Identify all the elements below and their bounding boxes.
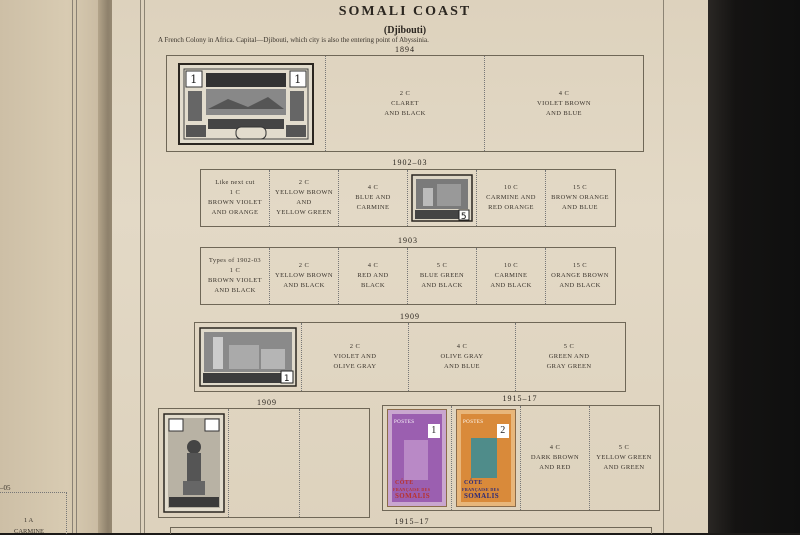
stamp-overprint: FRANÇAISE DES <box>393 487 431 492</box>
page-border-left <box>140 0 141 533</box>
stamp-image-1894 <box>178 63 314 145</box>
cell-color: GRAY GREEN <box>546 363 592 370</box>
cell-color: CLARET <box>391 99 419 107</box>
cell-color: OLIVE GRAY <box>440 353 484 360</box>
cell-color: AND BLACK <box>559 282 601 289</box>
stamp-cell-1903-10c <box>477 248 546 304</box>
cell-color: AND RED <box>539 464 571 471</box>
page-border-right <box>663 0 664 533</box>
cell-value: 4 C <box>456 343 468 350</box>
stamp-cell-1915-2 <box>452 406 521 510</box>
stamp-cell-1909a-image <box>195 323 302 391</box>
stamp-image-1915-2 <box>456 409 516 507</box>
cell-color: BROWN ORANGE <box>551 194 609 201</box>
page-subtitle: (Djibouti) <box>383 25 427 36</box>
cell-color: BLUE GREEN <box>419 272 465 279</box>
cell-color: AND BLUE <box>546 109 582 117</box>
cell-value: 1 C <box>229 267 241 274</box>
stamp-cell-1894-4c <box>485 56 643 151</box>
stamp-value: 1 <box>428 424 440 438</box>
cell-color: VIOLET BROWN <box>537 99 591 107</box>
svg-text:1: 1 <box>294 72 302 86</box>
stamp-row-1903 <box>200 247 616 305</box>
stamp-cell-1909b-image <box>159 409 229 517</box>
cell-color: VIOLET AND <box>333 353 377 360</box>
cell-value: 2 C <box>399 89 411 97</box>
svg-text:1: 1 <box>283 374 291 384</box>
stamp-cell-1902-4c <box>339 170 408 226</box>
cell-color: AND BLACK <box>214 287 256 294</box>
stamp-overprint: SOMALIS <box>464 492 500 500</box>
cell-value: 2 C <box>349 343 361 350</box>
cell-color: YELLOW BROWN <box>275 272 333 279</box>
cell-color: BLUE AND <box>355 194 391 201</box>
stamp-cell-1902-15c <box>546 170 614 226</box>
stamp-cell-1902-1c <box>201 170 270 226</box>
cell-color: AND BLACK <box>490 282 532 289</box>
cell-value: 4 C <box>367 184 379 191</box>
cell-value: 1 C <box>229 189 241 196</box>
stamp-cell-1915-4c <box>521 406 590 510</box>
cell-value: 15 C <box>572 184 588 191</box>
page-title: SOMALI COAST <box>338 4 472 19</box>
cell-color: AND <box>296 199 312 206</box>
cell-value: 15 C <box>572 262 588 269</box>
cell-value: 2 C <box>298 179 310 186</box>
stamp-cell-1909b-empty-2 <box>300 409 369 517</box>
cell-color: AND BLUE <box>444 363 480 370</box>
cell-color: BROWN VIOLET <box>208 277 262 284</box>
cell-color: YELLOW GREEN <box>596 454 652 461</box>
cell-color: BLACK <box>360 282 386 289</box>
stamp-overprint: SOMALIS <box>395 492 431 500</box>
stamp-cell-1903-4c <box>339 248 408 304</box>
cell-color: YELLOW GREEN <box>276 209 332 216</box>
stamp-cell-1903-1c <box>201 248 270 304</box>
stamp-cell-1902-10c <box>477 170 546 226</box>
cell-value: 5 C <box>436 262 448 269</box>
stamp-overprint: CÔTE <box>464 480 483 486</box>
cell-color: AND BLUE <box>562 204 598 211</box>
cell-color: AND BLACK <box>283 282 325 289</box>
cell-color: AND GREEN <box>603 464 645 471</box>
page-description: A French Colony in Africa. Capital—Djibouti, which city is also the entering point of Abyssinia. <box>158 36 429 44</box>
cell-color: AND ORANGE <box>211 209 259 216</box>
year-label-1894: 1894 <box>395 45 415 54</box>
year-label-1909a: 1909 <box>400 312 420 321</box>
stamp-cell-1903-2c <box>270 248 339 304</box>
cell-color: OLIVE GRAY <box>333 363 377 370</box>
cell-color: RED ORANGE <box>488 204 534 211</box>
left-album-page <box>0 0 112 533</box>
stamp-cell-1894-2c <box>326 56 485 151</box>
stamp-overprint: FRANÇAISE DES <box>462 487 500 492</box>
stamp-cell-1909a-5c <box>516 323 622 391</box>
year-label-1903: 1903 <box>398 236 418 245</box>
stamp-cell-1902-2c <box>270 170 339 226</box>
year-label-1902: 1902–03 <box>392 158 428 167</box>
cell-value: 4 C <box>367 262 379 269</box>
dark-background-right <box>708 0 800 533</box>
stamp-row-1909b <box>158 408 370 518</box>
stamp-cell-1909a-4c <box>409 323 516 391</box>
cell-value: 10 C <box>503 184 519 191</box>
stamp-cell-1909b-empty-1 <box>229 409 299 517</box>
cell-color: AND BLACK <box>384 109 426 117</box>
stamp-image-1909-vertical <box>163 413 225 513</box>
cell-color: RED AND <box>357 272 389 279</box>
left-stamp-cell <box>0 492 67 534</box>
stamp-cell-1915-1 <box>383 406 452 510</box>
stamp-cell-1903-5c <box>408 248 477 304</box>
svg-text:5: 5 <box>460 212 468 222</box>
cell-value: 4 C <box>558 89 570 97</box>
year-label-1909b: 1909 <box>257 398 277 407</box>
cell-value: 5 C <box>618 444 630 451</box>
cell-color: YELLOW BROWN <box>275 189 333 196</box>
stamp-row-1909a <box>194 322 626 392</box>
stamp-header: POSTES <box>394 420 415 425</box>
cell-color: CARMINE <box>494 272 528 279</box>
stamp-cell-1894-image <box>167 56 326 151</box>
stamp-row-1902 <box>200 169 616 227</box>
left-year-fragment: –05 <box>0 484 11 492</box>
left-cell-color: CARMINE <box>14 528 44 535</box>
stamp-row-1894 <box>166 55 644 152</box>
stamp-value: 2 <box>497 424 509 438</box>
cell-color: CARMINE <box>356 204 390 211</box>
year-label-1915b: 1915–17 <box>394 517 430 526</box>
cell-color: AND BLACK <box>421 282 463 289</box>
stamp-image-1909 <box>199 327 297 387</box>
stamp-overprint: CÔTE <box>395 480 414 486</box>
cell-color: ORANGE BROWN <box>551 272 609 279</box>
cell-value: 2 C <box>298 262 310 269</box>
year-label-1915: 1915–17 <box>502 394 538 403</box>
stamp-image-1902 <box>411 174 473 222</box>
page-border-left-inner <box>144 0 145 533</box>
stamp-cell-1903-15c <box>546 248 614 304</box>
svg-text:1: 1 <box>190 72 198 86</box>
cell-color: GREEN AND <box>548 353 590 360</box>
cell-note: Like next cut <box>215 179 255 186</box>
stamp-cell-1915-5c <box>590 406 658 510</box>
cell-value: 10 C <box>503 262 519 269</box>
left-cell-value: 1 A <box>24 517 34 524</box>
cell-color: BROWN VIOLET <box>208 199 262 206</box>
cell-value: 4 C <box>549 444 561 451</box>
cell-color: CARMINE AND <box>486 194 536 201</box>
stamp-image-1915-1 <box>387 409 447 507</box>
stamp-header: POSTES <box>463 420 484 425</box>
cell-value: 5 C <box>563 343 575 350</box>
cell-note: Types of 1902-03 <box>208 257 262 264</box>
stamp-cell-1902-image <box>408 170 477 226</box>
stamp-row-1915 <box>382 405 660 511</box>
cell-color: DARK BROWN <box>530 454 580 461</box>
stamp-cell-1909a-2c <box>302 323 409 391</box>
